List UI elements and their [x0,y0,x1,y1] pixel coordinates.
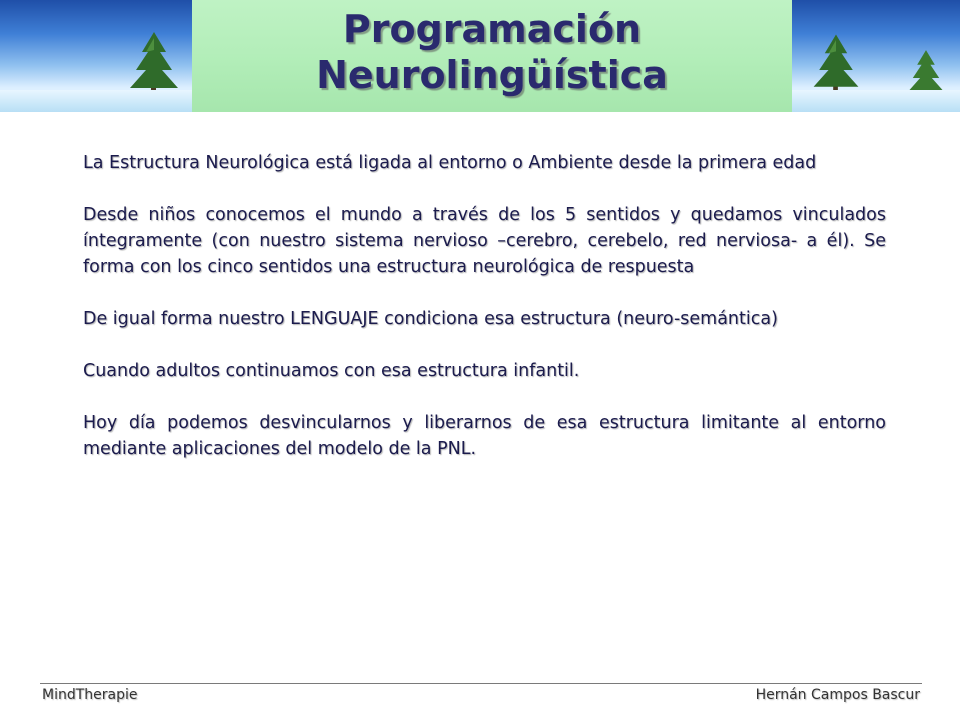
header-right-sky-panel [792,0,960,112]
slide-body [83,150,886,488]
slide-title [192,6,792,98]
header-left-ground [0,90,192,112]
footer-divider [40,683,922,684]
header-left-sky-panel [0,0,192,112]
slide-title-line-1: Programación [342,7,642,51]
body-paragraph: De igual forma nuestro LENGUAJE condiciona esa estructura (neuro-semántica) [83,309,778,329]
body-paragraph: La Estructura Neurológica está ligada al entorno o Ambiente desde la primera edad [83,153,817,173]
header-right-ground [792,90,960,112]
footer-brand: MindTherapie [42,687,138,703]
body-paragraph: Desde niños conocemos el mundo a través de los 5 sentidos y quedamos vinculados íntegramente (con nuestro sistema nervioso –cerebro, cerebelo, red nerviosa- a él). Se forma con los cinco sentidos una estructura neurológica de respuesta [83,205,886,277]
body-paragraph: Hoy día podemos desvincularnos y liberarnos de esa estructura limitante al entorno mediante aplicaciones del modelo de la PNL. [83,413,886,459]
body-paragraph: Cuando adultos continuamos con esa estructura infantil. [83,361,580,381]
slide-title-line-2: Neurolingüística [316,53,668,97]
footer-author: Hernán Campos Bascur [755,687,920,703]
